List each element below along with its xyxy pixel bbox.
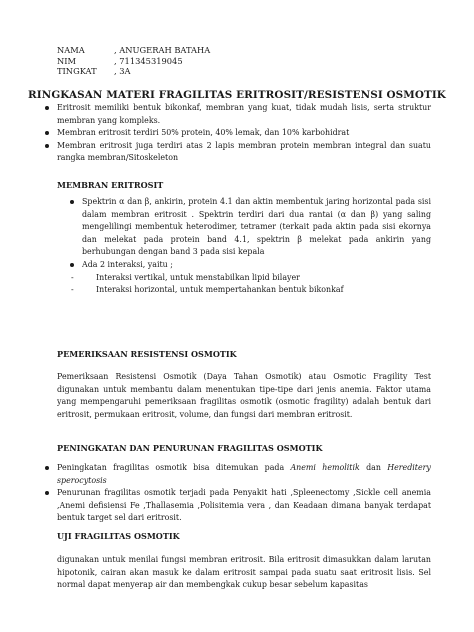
intro-list (45, 102, 431, 165)
membran-bullet-2: Ada 2 interaksi, yaitu ; (57, 259, 431, 272)
hereditery-sperocytosis-term: Herediterу sperocytosis (57, 463, 431, 485)
section-heading-uji: UJI FRAGILITAS OSMOTIK (57, 531, 180, 541)
peningkatan-bullet-1-mid: dan (359, 463, 388, 472)
uji-paragraph: digunakan untuk menilai fungsi membran eritrosit. Bila eritrosit dimasukkan dalam larutan hipotonik, cairan akan masuk ke dalam eritrosit sampai pada suatu saat eritrosit lisis. Sel normal dapat menyerap air dan membengkak cukup besar sebelum kapasitas (57, 555, 431, 590)
nim-value: , 711345319045 (114, 55, 183, 66)
anemi-hemolitik-term: Anemi hemolitik (290, 463, 360, 472)
peningkatan-bullet-1-text: Peningkatan fragilitas osmotik bisa ditemukan pada (57, 463, 291, 472)
membran-list (57, 196, 431, 297)
document-title: RINGKASAN MATERI FRAGILITAS ERITROSIT/RESISTENSI OSMOTIK (28, 89, 446, 101)
nama-label: NAMA (57, 45, 85, 55)
nim-row (57, 56, 210, 67)
nama-row (57, 45, 210, 56)
nama-value: , ANUGERAH BATAHA (114, 45, 211, 55)
membran-bullet-1: Spektrin α dan β, ankirin, protein 4.1 dan aktin membentuk jaring horizontal pada sisi dalam membran eritrosit . Spektrin terdiri dari dua rantai (α dan β) yang saling mengelilingi membentuk heterodimer, tetramer (terkait pada aktin pada sisi ekornya dan melekat pada protein band 4.1, spektrin β melekat pada ankirin yang berhubungan dengan band 3 pada sisi kepala (57, 196, 431, 259)
tingkat-label: TINGKAT (57, 66, 97, 76)
pemeriksaan-paragraph: Pemeriksaan Resistensi Osmotik (Daya Tahan Osmotik) atau Osmotic Fragility Test digunakan untuk membantu dalam menentukan tipe-tipe dari jenis anemia. Faktor utama yang mempengaruhi pemeriksaan fragilitas osmotik (osmotic fragility) adalah bentuk dari eritrosit, permukaan eritrosit, volume, dan fungsi dari membran eritrosit. (57, 372, 431, 419)
tingkat-value: , 3A (114, 66, 131, 76)
intro-bullet-2: Membran eritrosit terdiri 50% protein, 40% lemak, dan 10% karbohidrat (45, 127, 431, 140)
peningkatan-list (45, 462, 431, 525)
nim-label: NIM (57, 55, 77, 66)
intro-bullet-1: Eritrosit memiliki bentuk bikonkaf, membran yang kuat, tidak mudah lisis, serta struktur membran yang kompleks. (45, 102, 431, 127)
section-heading-membran: MEMBRAN ERITROSIT (57, 180, 164, 190)
peningkatan-bullet-1 (45, 462, 431, 487)
peningkatan-bullet-2: Penurunan fragilitas osmotik terjadi pada Penyakit hati ,Spleenectomy ,Sickle cell anemia ,Anemi defisiensi Fe ,Thallasemia ,Polisitemia vera , dan Keadaan dimana banyak terdapat bentuk target sel dari eritrosit. (45, 487, 431, 525)
tingkat-row (57, 66, 210, 77)
intro-bullet-3: Membran eritrosit juga terdiri atas 2 lapis membran protein membran integral dan suatu rangka membran/Sitoskeleton (45, 140, 431, 165)
section-heading-pemeriksaan: PEMERIKSAAN RESISTENSI OSMOTIK (57, 349, 237, 359)
student-info (57, 45, 210, 77)
section-heading-peningkatan: PENINGKATAN DAN PENURUNAN FRAGILITAS OSMOTIK (57, 443, 323, 453)
membran-dash-2: - Interaksi horizontal, untuk mempertahankan bentuk bikonkaf (71, 284, 431, 297)
membran-dash-1: - Interaksi vertikal, untuk menstabilkan lipid bilayer (71, 272, 431, 285)
